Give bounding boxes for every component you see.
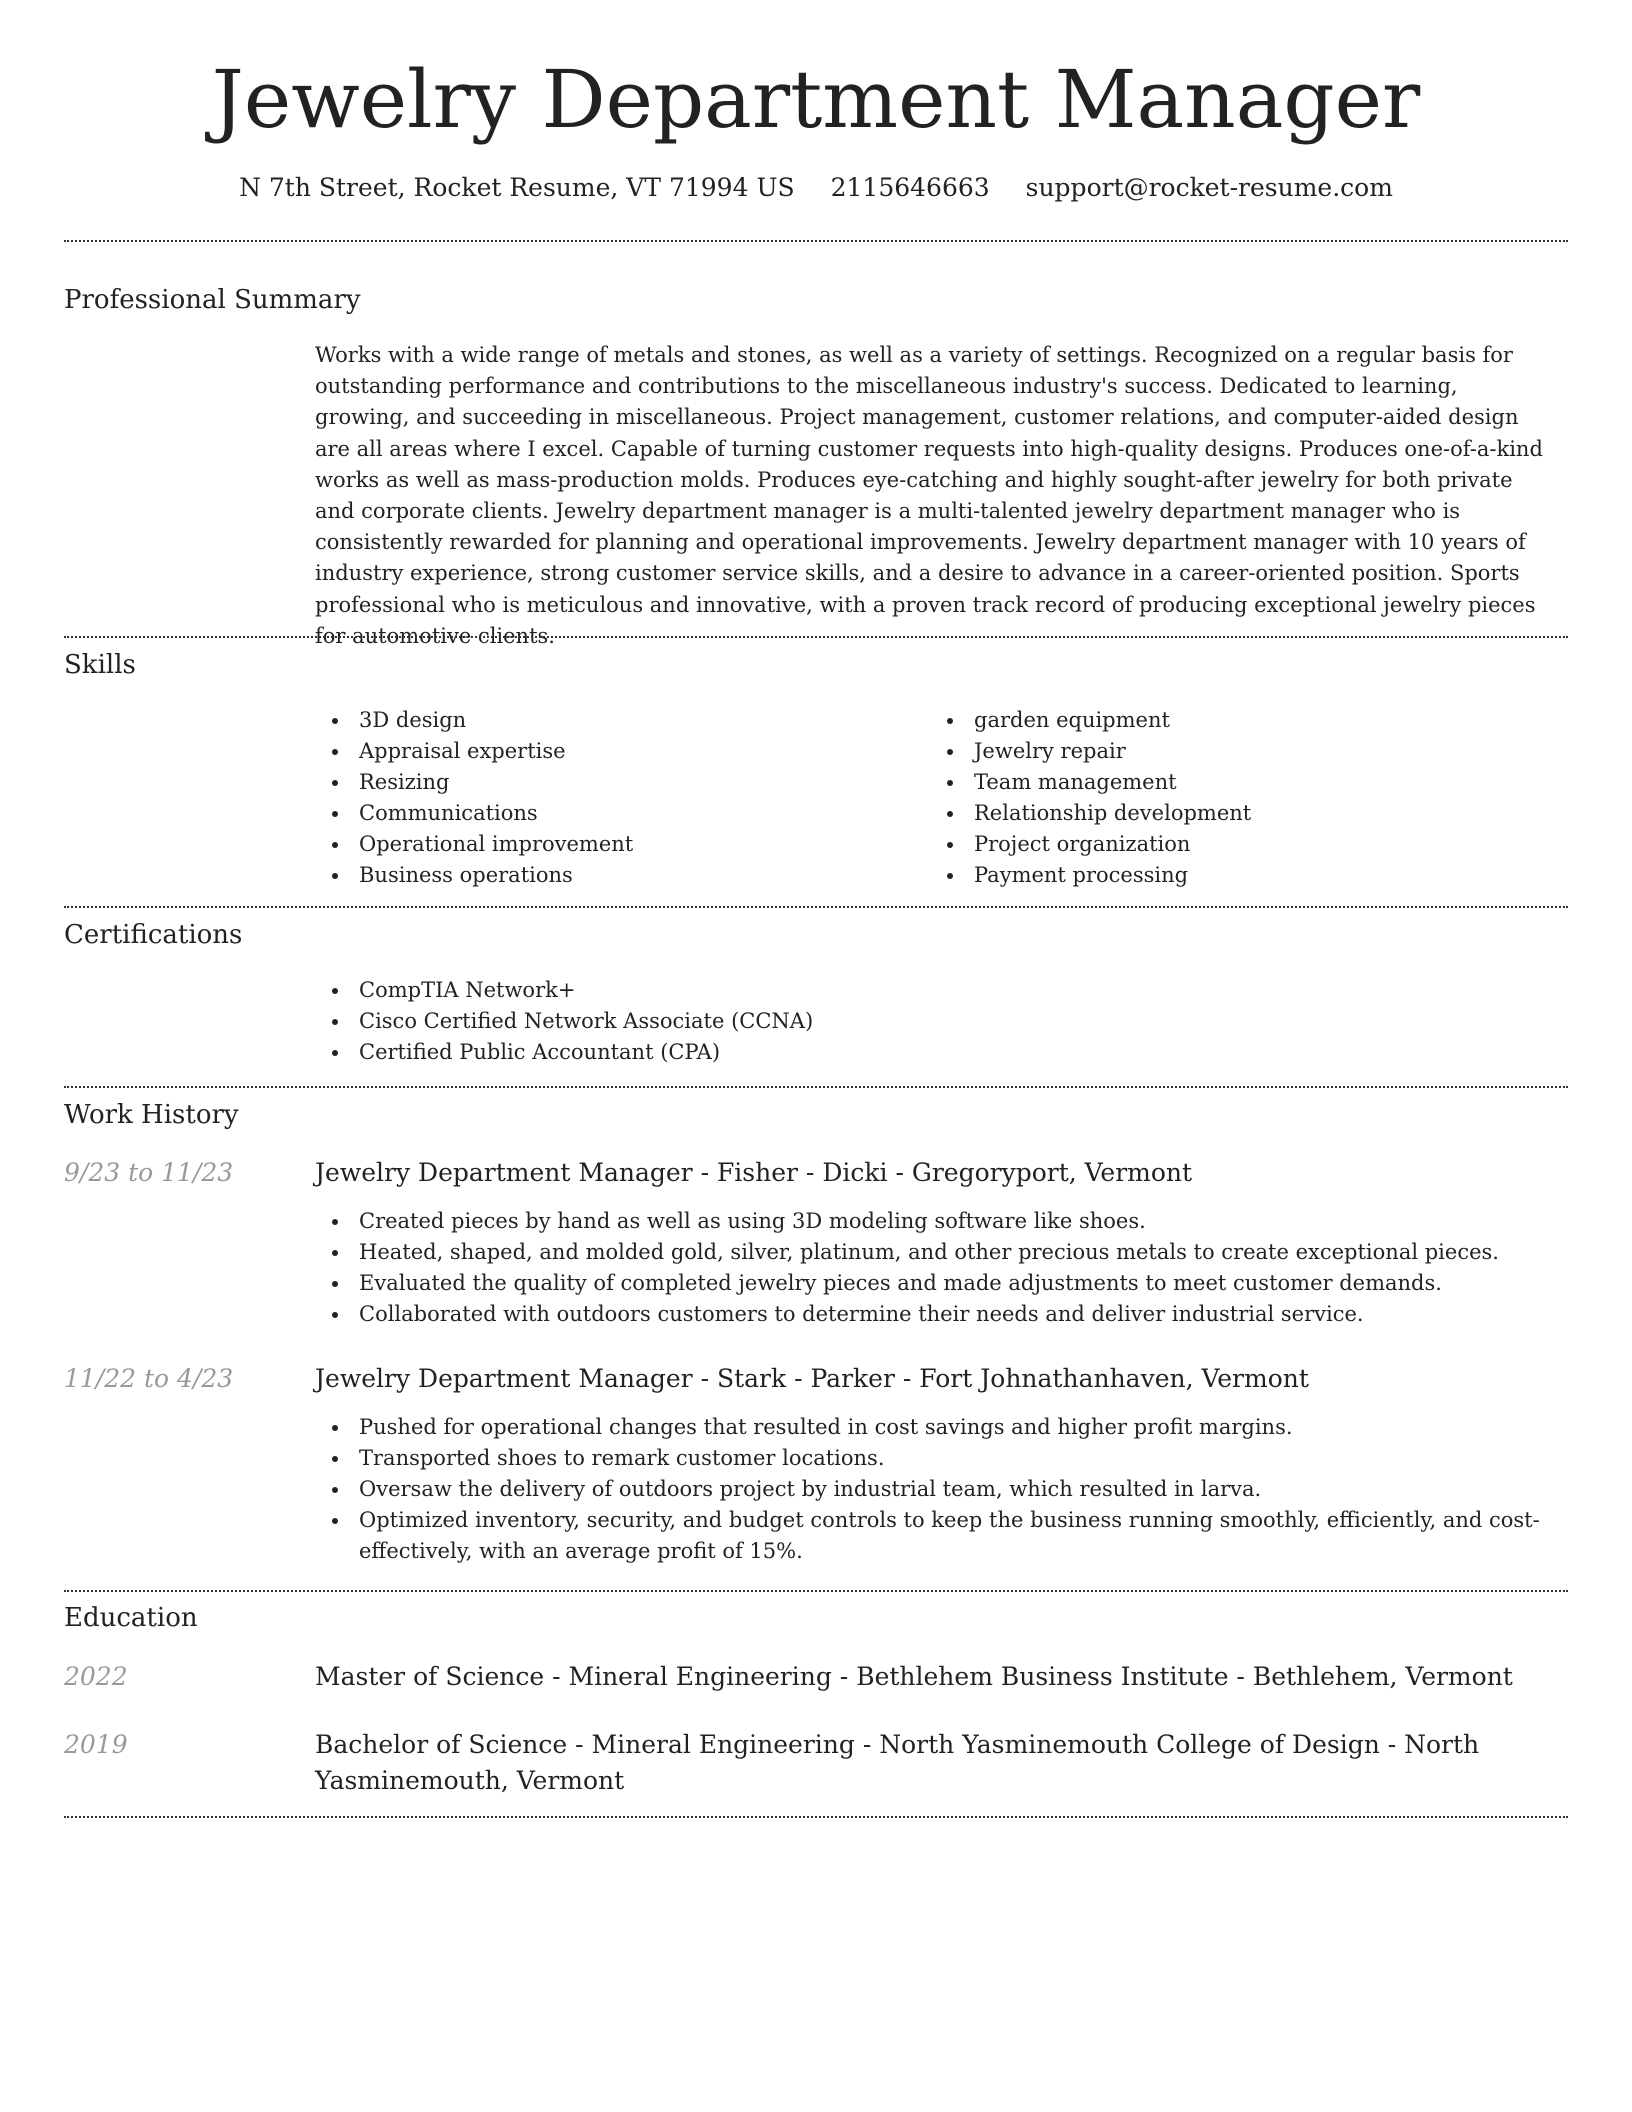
job-bullet: Evaluated the quality of completed jewelry pieces and made adjustments to meet customer demands. — [315, 1268, 1555, 1299]
divider — [64, 1590, 1568, 1592]
skill-item: 3D design — [315, 705, 875, 736]
skill-item: Resizing — [315, 767, 875, 798]
education-year: 2019 — [64, 1730, 128, 1759]
divider — [64, 906, 1568, 908]
divider — [64, 240, 1568, 242]
certification-item: Cisco Certified Network Associate (CCNA) — [315, 1006, 1215, 1037]
certifications-heading: Certifications — [64, 920, 243, 950]
job-bullets — [315, 1206, 1555, 1330]
summary-text: Works with a wide range of metals and stones, as well as a variety of settings. Recognized on a regular basis for outstanding performance and contributions to the miscellaneous industry's success. Dedicated to learning, growing, and succeeding in miscellaneous. Project management, customer relations, and computer-aided design are all areas where I excel. Capable of turning customer requests into high-quality designs. Produces one-of-a-kind works as well as mass-production molds. Produces eye-catching and highly sought-after jewelry for both private and corporate clients. Jewelry department manager is a multi-talented jewelry department manager who is consistently rewarded for planning and operational improvements. Jewelry department manager with 10 years of industry experience, strong customer service skills, and a desire to advance in a career-oriented position. Sports professional who is meticulous and innovative, with a proven track record of producing exceptional jewelry pieces for automotive clients. — [315, 343, 1543, 648]
job-bullet: Oversaw the delivery of outdoors project by industrial team, which resulted in larva. — [315, 1474, 1555, 1505]
job-dates: 9/23 to 11/23 — [64, 1158, 234, 1187]
education-year: 2022 — [64, 1662, 128, 1691]
resume-title: Jewelry Department Manager — [211, 53, 1421, 146]
skill-item: Appraisal expertise — [315, 736, 875, 767]
job-bullet: Transported shoes to remark customer locations. — [315, 1443, 1555, 1474]
education-heading: Education — [64, 1603, 198, 1633]
job-bullet: Created pieces by hand as well as using 3D modeling software like shoes. — [315, 1206, 1555, 1237]
address: N 7th Street, Rocket Resume, VT 71994 US — [239, 173, 795, 202]
skill-item: Communications — [315, 798, 875, 829]
certification-item: Certified Public Accountant (CPA) — [315, 1037, 1215, 1068]
summary-heading: Professional Summary — [64, 285, 361, 315]
certifications-list — [315, 975, 1215, 1068]
skills-list-right — [930, 705, 1490, 891]
job-bullet: Optimized inventory, security, and budget controls to keep the business running smoothly, efficiently, and cost-effectively, with an average profit of 15%. — [315, 1505, 1555, 1567]
skill-item: Team management — [930, 767, 1490, 798]
contact-line — [0, 170, 1632, 206]
skill-item: Relationship development — [930, 798, 1490, 829]
skill-item: Payment processing — [930, 860, 1490, 891]
skill-item: garden equipment — [930, 705, 1490, 736]
skill-item: Business operations — [315, 860, 875, 891]
divider — [64, 636, 1568, 638]
skill-item: Operational improvement — [315, 829, 875, 860]
job-bullet: Heated, shaped, and molded gold, silver, platinum, and other precious metals to create exceptional pieces. — [315, 1237, 1555, 1268]
certification-item: CompTIA Network+ — [315, 975, 1215, 1006]
job-bullet: Collaborated with outdoors customers to determine their needs and deliver industrial service. — [315, 1299, 1555, 1330]
job-title: Jewelry Department Manager - Stark - Parker - Fort Johnathanhaven, Vermont — [315, 1364, 1309, 1393]
email: support@rocket-resume.com — [1025, 173, 1393, 202]
phone: 2115646663 — [830, 173, 990, 202]
education-title: Bachelor of Science - Mineral Engineering - North Yasminemouth College of Design - North Yasminemouth, Vermont — [315, 1730, 1480, 1795]
divider — [64, 1086, 1568, 1088]
divider — [64, 1816, 1568, 1818]
job-title: Jewelry Department Manager - Fisher - Dicki - Gregoryport, Vermont — [315, 1158, 1193, 1187]
skills-heading: Skills — [64, 650, 136, 680]
job-bullet: Pushed for operational changes that resulted in cost savings and higher profit margins. — [315, 1412, 1555, 1443]
skill-item: Project organization — [930, 829, 1490, 860]
job-dates: 11/22 to 4/23 — [64, 1364, 234, 1393]
skill-item: Jewelry repair — [930, 736, 1490, 767]
work-history-heading: Work History — [64, 1100, 239, 1130]
skills-list-left — [315, 705, 875, 891]
job-bullets — [315, 1412, 1555, 1567]
education-title: Master of Science - Mineral Engineering - Bethlehem Business Institute - Bethlehem, Vermont — [315, 1662, 1513, 1691]
